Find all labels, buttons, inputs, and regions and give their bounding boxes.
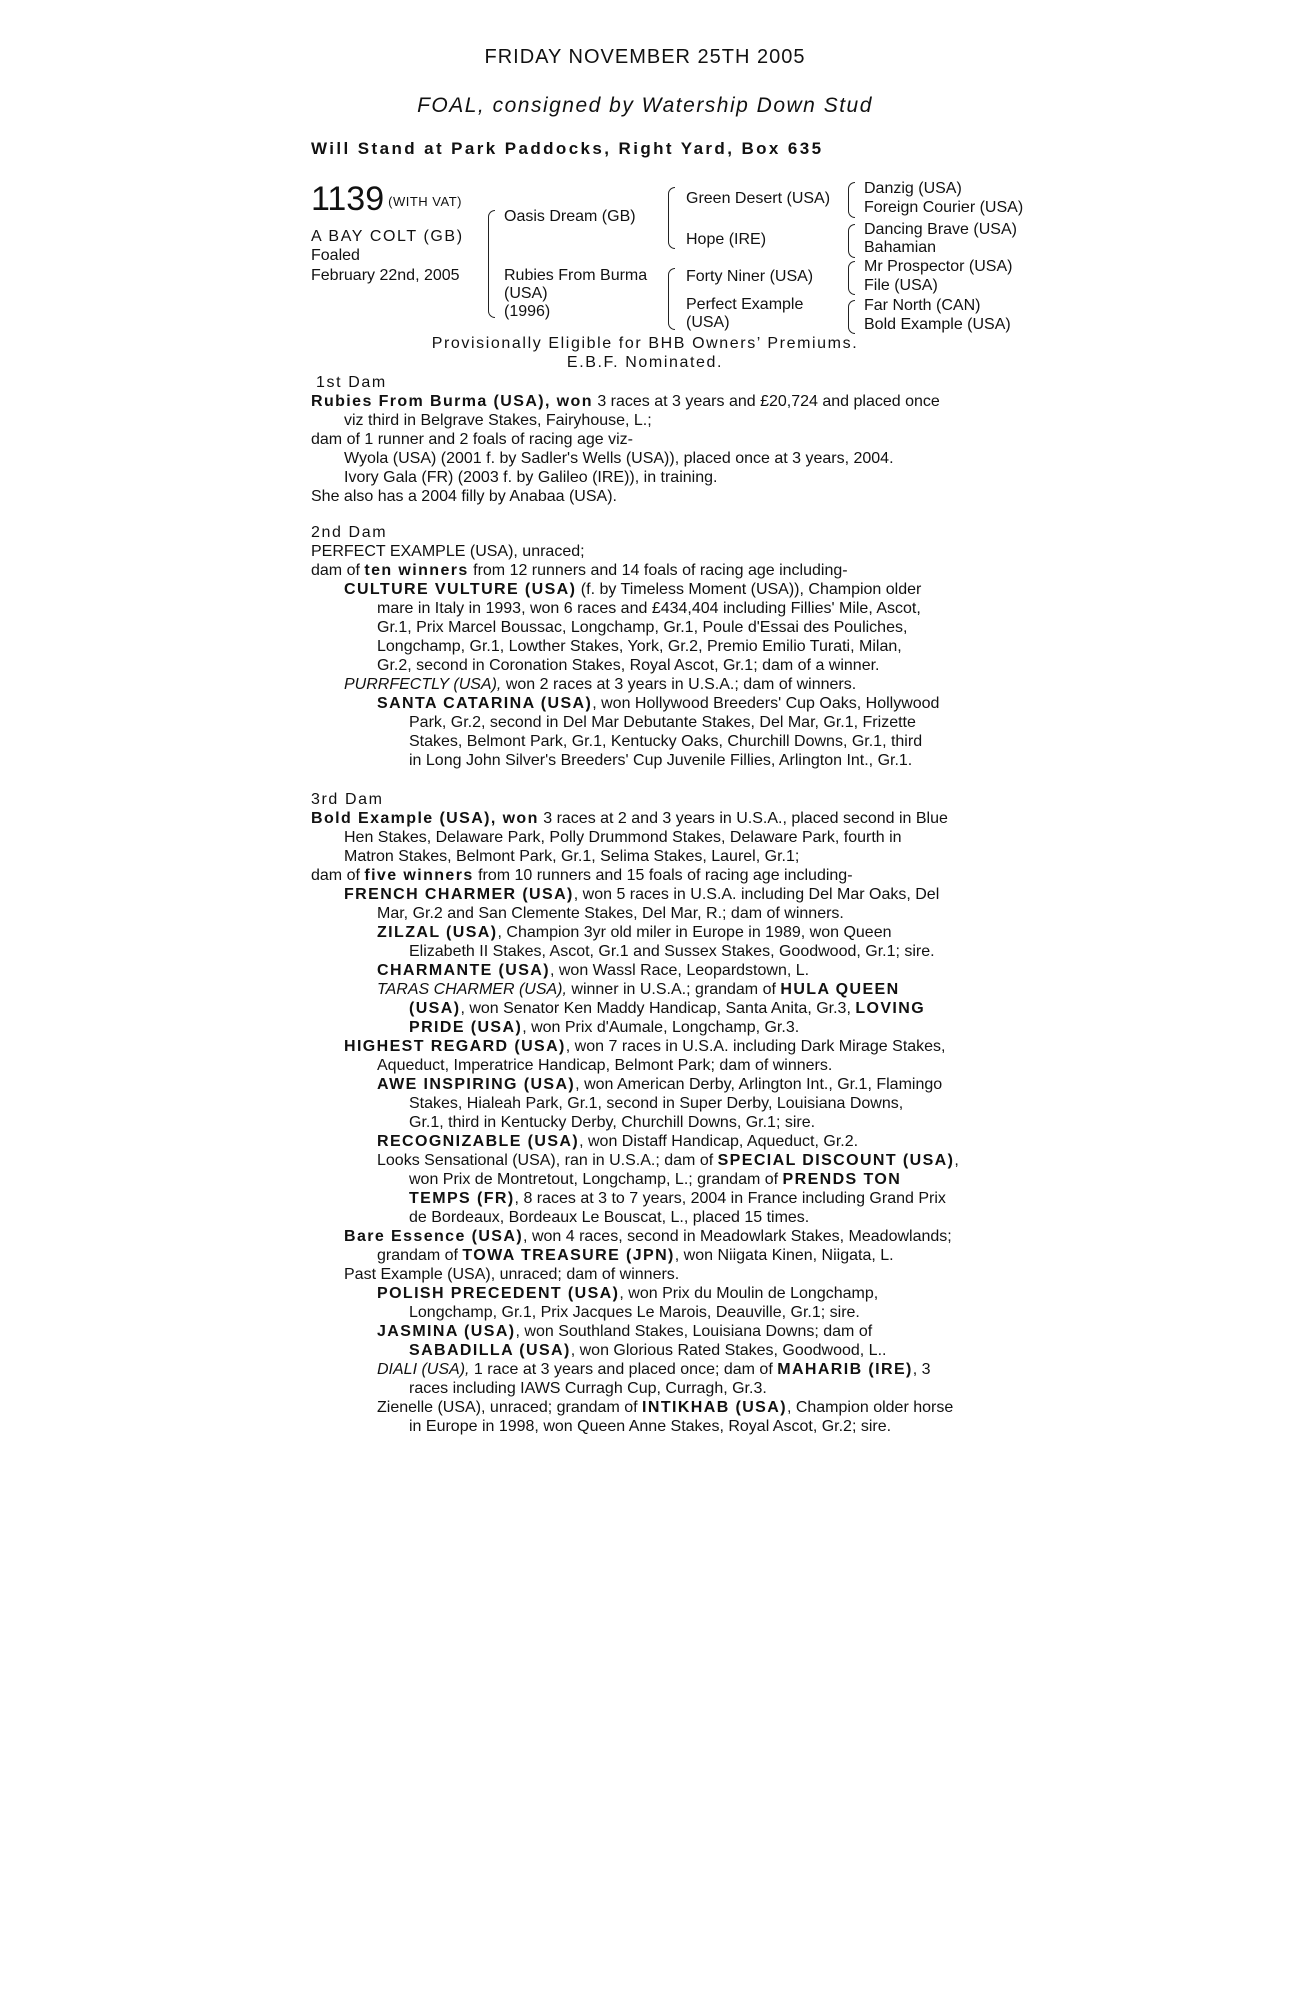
text: Stakes, Hialeah Park, Gr.1, second in Super Derby, Louisiana Downs, <box>409 1095 904 1112</box>
text: from 10 runners and 15 foals of racing age including- <box>473 867 853 884</box>
produce-name: SABADILLA (USA) <box>409 1342 571 1359</box>
produce-name: PURRFECTLY (USA), <box>344 676 502 693</box>
produce-name: DIALI (USA), <box>377 1361 470 1378</box>
dam-year: (1996) <box>504 303 551 320</box>
text: , won 4 races, second in Meadowlark Stakes, Meadowlands; <box>523 1228 952 1245</box>
produce-name: HIGHEST REGARD (USA) <box>344 1038 566 1055</box>
produce-name: SPECIAL DISCOUNT (USA) <box>717 1152 955 1169</box>
text: Longchamp, Gr.1, Lowther Stakes, York, Gr.2, Premio Emilio Turati, Milan, <box>377 638 902 655</box>
text: , 3 <box>912 1361 931 1378</box>
text: mare in Italy in 1993, won 6 races and £434,404 including Fillies' Mile, Ascot, <box>377 600 921 617</box>
consignor-line: FOAL, consigned by Watership Down Stud <box>417 94 873 117</box>
text: , won 5 races in U.S.A. including Del Mar Oaks, Del <box>573 886 940 903</box>
produce-name: INTIKHAB (USA) <box>642 1399 787 1416</box>
vat-note: (WITH VAT) <box>388 194 462 209</box>
text: in Long John Silver's Breeders' Cup Juvenile Fillies, Arlington Int., Gr.1. <box>409 752 913 769</box>
gen3-brace-4 <box>848 300 855 334</box>
text: Looks Sensational (USA), ran in U.S.A.; dam of <box>377 1152 718 1169</box>
dam-dam-country: (USA) <box>686 314 730 331</box>
dam-record: 3 races at 3 years and £20,724 and placed once <box>592 393 940 410</box>
section-heading: 3rd Dam <box>311 791 384 808</box>
sd-sire: Dancing Brave (USA) <box>864 221 1017 238</box>
text: Stakes, Belmont Park, Gr.1, Kentucky Oaks, Churchill Downs, Gr.1, third <box>409 733 923 750</box>
stabling-location: Will Stand at Park Paddocks, Right Yard, Box 635 <box>311 139 824 158</box>
eligibility-line: Provisionally Eligible for BHB Owners’ Premiums. <box>431 335 859 352</box>
text: , won Prix du Moulin de Longchamp, <box>619 1285 879 1302</box>
text: won 2 races at 3 years in U.S.A.; dam of winners. <box>501 676 857 693</box>
dam-sire: Forty Niner (USA) <box>686 268 814 285</box>
produce-name: TARAS CHARMER (USA), <box>377 981 567 998</box>
dam-produce-summary: dam of 1 runner and 2 foals of racing age viz- <box>311 431 633 448</box>
section-heading: 1st Dam <box>316 374 387 391</box>
third-dam-section <box>311 790 987 1436</box>
lot-number-block <box>311 180 462 219</box>
produce-name: RECOGNIZABLE (USA) <box>377 1133 580 1150</box>
first-dam-section <box>311 373 987 506</box>
winners-count: ten winners <box>364 562 469 579</box>
text: , won Southland Stakes, Louisiana Downs; dam of <box>515 1323 873 1340</box>
text: Gr.1, third in Kentucky Derby, Churchill Downs, Gr.1; sire. <box>409 1114 816 1131</box>
produce-name: FRENCH CHARMER (USA) <box>344 886 574 903</box>
text: Park, Gr.2, second in Del Mar Debutante Stakes, Del Mar, Gr.1, Frizette <box>409 714 916 731</box>
foaled-label: Foaled <box>311 247 360 264</box>
text: , won Hollywood Breeders' Cup Oaks, Hollywood <box>592 695 940 712</box>
text: Past Example (USA), unraced; dam of winners. <box>344 1266 680 1283</box>
produce-name: MAHARIB (IRE) <box>777 1361 913 1378</box>
text: , won Niigata Kinen, Niigata, L. <box>674 1247 894 1264</box>
text: , <box>954 1152 959 1169</box>
produce-name: ZILZAL (USA) <box>377 924 498 941</box>
text: (f. by Timeless Moment (USA)), Champion older <box>576 581 922 598</box>
text: , won Prix d'Aumale, Longchamp, Gr.3. <box>522 1019 800 1036</box>
second-dam-name: PERFECT EXAMPLE (USA), unraced; <box>311 543 585 560</box>
dam-record-cont: viz third in Belgrave Stakes, Fairyhouse, L.; <box>344 412 652 429</box>
produce-note: She also has a 2004 filly by Anabaa (USA). <box>311 488 617 505</box>
gen3-brace-1 <box>848 182 855 218</box>
text: 3 races at 2 and 3 years in U.S.A., placed second in Blue <box>538 810 948 827</box>
sd-dam: Bahamian <box>864 239 937 256</box>
produce-name: HULA QUEEN <box>780 981 900 998</box>
text: in Europe in 1998, won Queen Anne Stakes, Royal Ascot, Gr.2; sire. <box>409 1418 892 1435</box>
dam-name: Bold Example (USA), won <box>311 810 539 827</box>
sire-brace <box>668 187 675 249</box>
text: , 8 races at 3 to 7 years, 2004 in France including Grand Prix <box>514 1190 946 1207</box>
pedigree-brace <box>488 210 495 318</box>
produce-name: AWE INSPIRING (USA) <box>377 1076 576 1093</box>
produce-name: LOVING <box>855 1000 926 1017</box>
produce-name: POLISH PRECEDENT (USA) <box>377 1285 620 1302</box>
dam-brace <box>668 268 675 330</box>
text: , Champion 3yr old miler in Europe in 1989, won Queen <box>497 924 892 941</box>
text: , won Senator Ken Maddy Handicap, Santa Anita, Gr.3, <box>460 1000 856 1017</box>
dam-dam: Perfect Example <box>686 296 804 313</box>
produce-entry: Ivory Gala (FR) (2003 f. by Galileo (IRE)), in training. <box>344 469 718 486</box>
dam-country: (USA) <box>504 285 548 302</box>
text: Elizabeth II Stakes, Ascot, Gr.1 and Sussex Stakes, Goodwood, Gr.1; sire. <box>409 943 935 960</box>
text: grandam of <box>377 1247 463 1264</box>
text: PRIDE (USA) <box>409 1019 523 1036</box>
text: Gr.2, second in Coronation Stakes, Royal Ascot, Gr.1; dam of a winner. <box>377 657 880 674</box>
text: dam of <box>311 562 365 579</box>
text: Hen Stakes, Delaware Park, Polly Drummond Stakes, Delaware Park, fourth in <box>344 829 902 846</box>
sale-date: FRIDAY NOVEMBER 25TH 2005 <box>484 46 806 68</box>
section-heading: 2nd Dam <box>311 524 388 541</box>
lot-number: 1139 <box>311 180 385 218</box>
text: , won Distaff Handicap, Aqueduct, Gr.2. <box>579 1133 859 1150</box>
produce-entry: Wyola (USA) (2001 f. by Sadler's Wells (USA)), placed once at 3 years, 2004. <box>344 450 894 467</box>
text: Zienelle (USA), unraced; grandam of <box>377 1399 643 1416</box>
dd-sire: Far North (CAN) <box>864 297 981 314</box>
ds-dam: File (USA) <box>864 277 938 294</box>
text: Mar, Gr.2 and San Clemente Stakes, Del Mar, R.; dam of winners. <box>377 905 844 922</box>
dam-name: Rubies From Burma (USA), won <box>311 393 593 410</box>
text: , won American Derby, Arlington Int., Gr.1, Flamingo <box>575 1076 943 1093</box>
produce-name: SANTA CATARINA (USA) <box>377 695 593 712</box>
text: , Champion older horse <box>786 1399 954 1416</box>
foaled-date: February 22nd, 2005 <box>311 267 460 284</box>
produce-name: JASMINA (USA) <box>377 1323 516 1340</box>
text: de Bordeaux, Bordeaux Le Bouscat, L., placed 15 times. <box>409 1209 810 1226</box>
ds-sire: Mr Prospector (USA) <box>864 258 1013 275</box>
ebf-line: E.B.F. Nominated. <box>566 354 724 371</box>
sire-sire: Green Desert (USA) <box>686 190 831 207</box>
text: races including IAWS Curragh Cup, Curragh, Gr.3. <box>409 1380 767 1397</box>
sire: Oasis Dream (GB) <box>504 208 636 225</box>
produce-name: CULTURE VULTURE (USA) <box>344 581 577 598</box>
gen3-brace-2 <box>848 224 855 258</box>
text: , won 7 races in U.S.A. including Dark Mirage Stakes, <box>565 1038 946 1055</box>
text: TEMPS (FR) <box>409 1190 515 1207</box>
text: Matron Stakes, Belmont Park, Gr.1, Selima Stakes, Laurel, Gr.1; <box>344 848 800 865</box>
text: Gr.1, Prix Marcel Boussac, Longchamp, Gr.1, Poule d'Essai des Pouliches, <box>377 619 908 636</box>
produce-name: PRENDS TON <box>782 1171 902 1188</box>
winners-count: five winners <box>364 867 474 884</box>
text: Longchamp, Gr.1, Prix Jacques Le Marois, Deauville, Gr.1; sire. <box>409 1304 860 1321</box>
text: , won Wassl Race, Leopardstown, L. <box>549 962 810 979</box>
ss-sire: Danzig (USA) <box>864 180 962 197</box>
text: , won Glorious Rated Stakes, Goodwood, L.. <box>570 1342 887 1359</box>
dd-dam: Bold Example (USA) <box>864 316 1011 333</box>
text: winner in U.S.A.; grandam of <box>566 981 781 998</box>
produce-name: TOWA TREASURE (JPN) <box>462 1247 675 1264</box>
text: from 12 runners and 14 foals of racing age including- <box>468 562 848 579</box>
produce-name: Bare Essence (USA) <box>344 1228 524 1245</box>
gen3-brace-3 <box>848 261 855 295</box>
text: won Prix de Montretout, Longchamp, L.; grandam of <box>409 1171 783 1188</box>
dam: Rubies From Burma <box>504 267 648 284</box>
lot-description: A BAY COLT (GB) <box>311 228 464 245</box>
second-dam-section <box>311 523 987 770</box>
text: dam of <box>311 867 365 884</box>
text: Aqueduct, Imperatrice Handicap, Belmont Park; dam of winners. <box>377 1057 833 1074</box>
text: (USA) <box>409 1000 461 1017</box>
ss-dam: Foreign Courier (USA) <box>864 199 1024 216</box>
produce-name: CHARMANTE (USA) <box>377 962 550 979</box>
text: 1 race at 3 years and placed once; dam of <box>469 1361 778 1378</box>
sire-dam: Hope (IRE) <box>686 231 767 248</box>
